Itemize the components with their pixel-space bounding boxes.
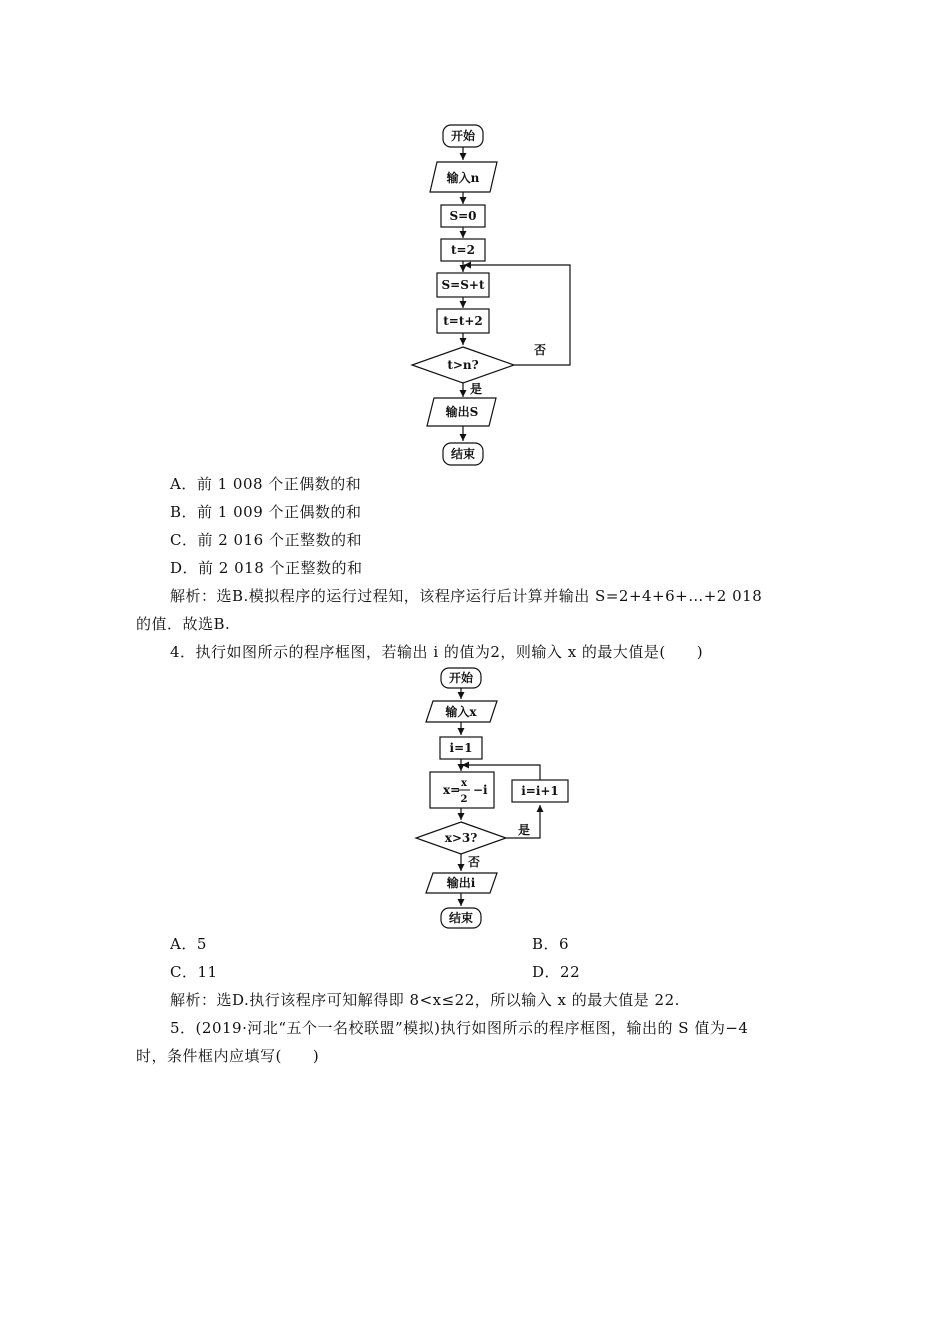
s-update-label: S=S+t (441, 278, 485, 292)
i-init-label: i=1 (449, 741, 473, 755)
output-label: 输出S (445, 405, 479, 419)
q4-stem: 4．执行如图所示的程序框图，若输出 i 的值为2，则输入 x 的最大值是( ) (170, 643, 704, 661)
q3-analysis-line-2: 的值．故选B. (136, 615, 231, 633)
q4-option-d: D．22 (532, 963, 581, 981)
q5-stem-line-2: 时，条件框内应填写( ) (136, 1047, 320, 1065)
q3-option-c: C．前 2 016 个正整数的和 (170, 531, 362, 549)
q4-option-b: B．6 (532, 935, 570, 953)
q3-analysis-line-1: 解析：选B.模拟程序的运行过程知，该程序运行后计算并输出 S=2+4+6+…+2 018 (170, 587, 763, 605)
end-label: 结束 (450, 447, 476, 461)
q3-option-b: B．前 1 009 个正偶数的和 (170, 503, 362, 521)
q4-analysis: 解析：选D.执行该程序可知解得即 8<x≤22，所以输入 x 的最大值是 22. (170, 991, 680, 1009)
q4-option-a: A．5 (170, 935, 207, 953)
condition-label-2: x>3? (444, 831, 478, 845)
s-init-label: S=0 (449, 209, 477, 223)
q3-option-d: D．前 2 018 个正整数的和 (170, 559, 363, 577)
input-label: 输入n (446, 171, 480, 185)
x-update-denominator: 2 (460, 794, 468, 805)
x-update-lhs: x= (443, 783, 461, 797)
i-update-label: i=i+1 (521, 784, 559, 798)
x-update-numerator: x (461, 778, 467, 789)
q3-option-a: A．前 1 008 个正偶数的和 (170, 475, 362, 493)
start-label: 开始 (450, 129, 476, 143)
q5-stem-line-1: 5．(2019·河北“五个一名校联盟”模拟)执行如图所示的程序框图，输出的 S 值为−4 (170, 1019, 749, 1037)
t-init-label: t=2 (451, 243, 475, 257)
x-update-rhs: −i (473, 783, 488, 797)
input-label-2: 输入x (445, 705, 477, 719)
no-branch-label: 否 (533, 343, 547, 357)
end-label-2: 结束 (448, 911, 474, 925)
no-branch-label-2: 否 (467, 855, 481, 869)
condition-label: t>n? (447, 358, 479, 372)
start-label-2: 开始 (448, 671, 474, 685)
q4-option-c: C．11 (170, 963, 218, 981)
yes-branch-label-2: 是 (517, 823, 531, 837)
t-update-label: t=t+2 (443, 314, 483, 328)
output-label-2: 输出i (446, 876, 476, 890)
yes-branch-label: 是 (469, 382, 483, 396)
